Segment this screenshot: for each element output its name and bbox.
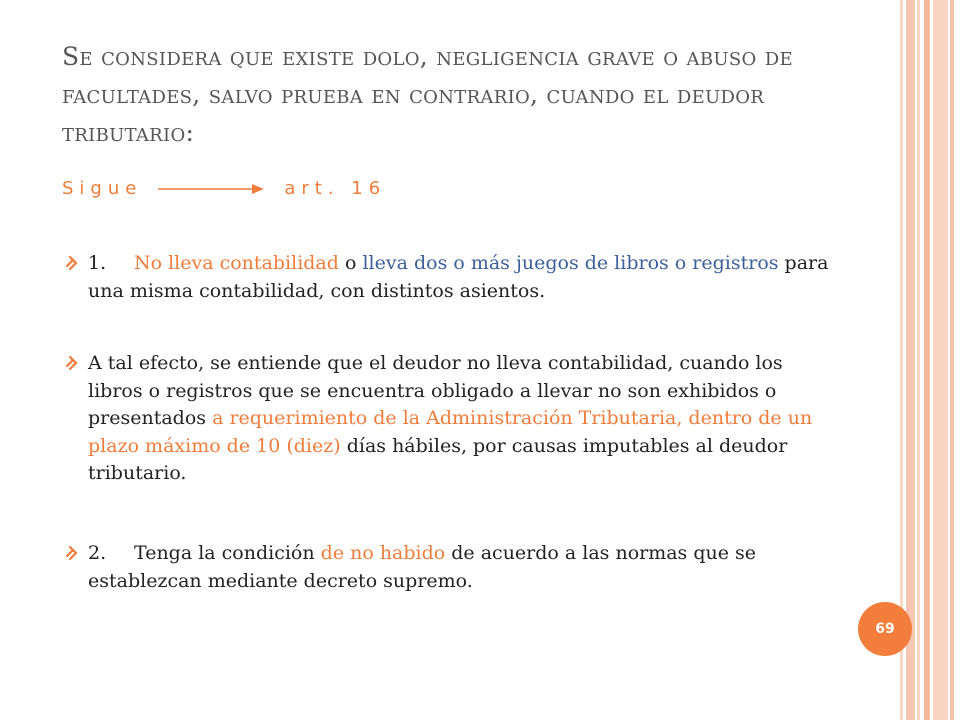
decorative-stripes — [900, 0, 960, 720]
arrow-right-icon — [156, 179, 266, 199]
highlight-text-blue: lleva dos o más juegos de libros o registros — [362, 252, 779, 274]
list-item-3 — [62, 540, 832, 595]
plain-text: Tenga la condición — [134, 542, 321, 564]
plain-text: para una misma contabilidad, con distintos asientos. — [88, 252, 829, 302]
stripe — [950, 0, 954, 720]
plain-text: días hábiles, por causas imputables al deudor tributario. — [88, 434, 788, 484]
list-number: 2. — [88, 542, 107, 564]
stripe — [906, 0, 915, 720]
page-number-badge: 69 — [858, 602, 912, 656]
plain-text: A tal efecto, se entiende que el deudor no lleva contabilidad, cuando los libros o registros que se encuentra obligado a llevar no son exhibidos o presentados — [88, 352, 783, 429]
plain-text: de acuerdo a las normas que se establezcan mediante decreto supremo. — [88, 542, 757, 592]
slide-title: Se considera que existe dolo, negligencia grave o abuso de facultades, salvo prueba en contrario, cuando el deudor tributario: — [62, 42, 793, 147]
subtitle — [62, 178, 386, 199]
subtitle-right: art. 16 — [284, 178, 387, 199]
highlight-text: de no habido — [320, 542, 446, 564]
list-item-1 — [62, 250, 832, 305]
stripe — [917, 0, 920, 720]
bullet-icon — [62, 355, 78, 371]
stripe — [924, 0, 930, 720]
highlight-text: No lleva contabilidad — [134, 252, 339, 274]
plain-text: o — [338, 252, 363, 274]
subtitle-left: Sigue — [62, 178, 143, 199]
stripe — [933, 0, 948, 720]
list-item-2 — [62, 350, 832, 488]
list-number: 1. — [88, 252, 107, 274]
highlight-text: a requerimiento de la Administración Tributaria, dentro de un plazo máximo de 10 (diez) — [88, 407, 813, 457]
bullet-icon — [62, 255, 78, 271]
bullet-icon — [62, 545, 78, 561]
